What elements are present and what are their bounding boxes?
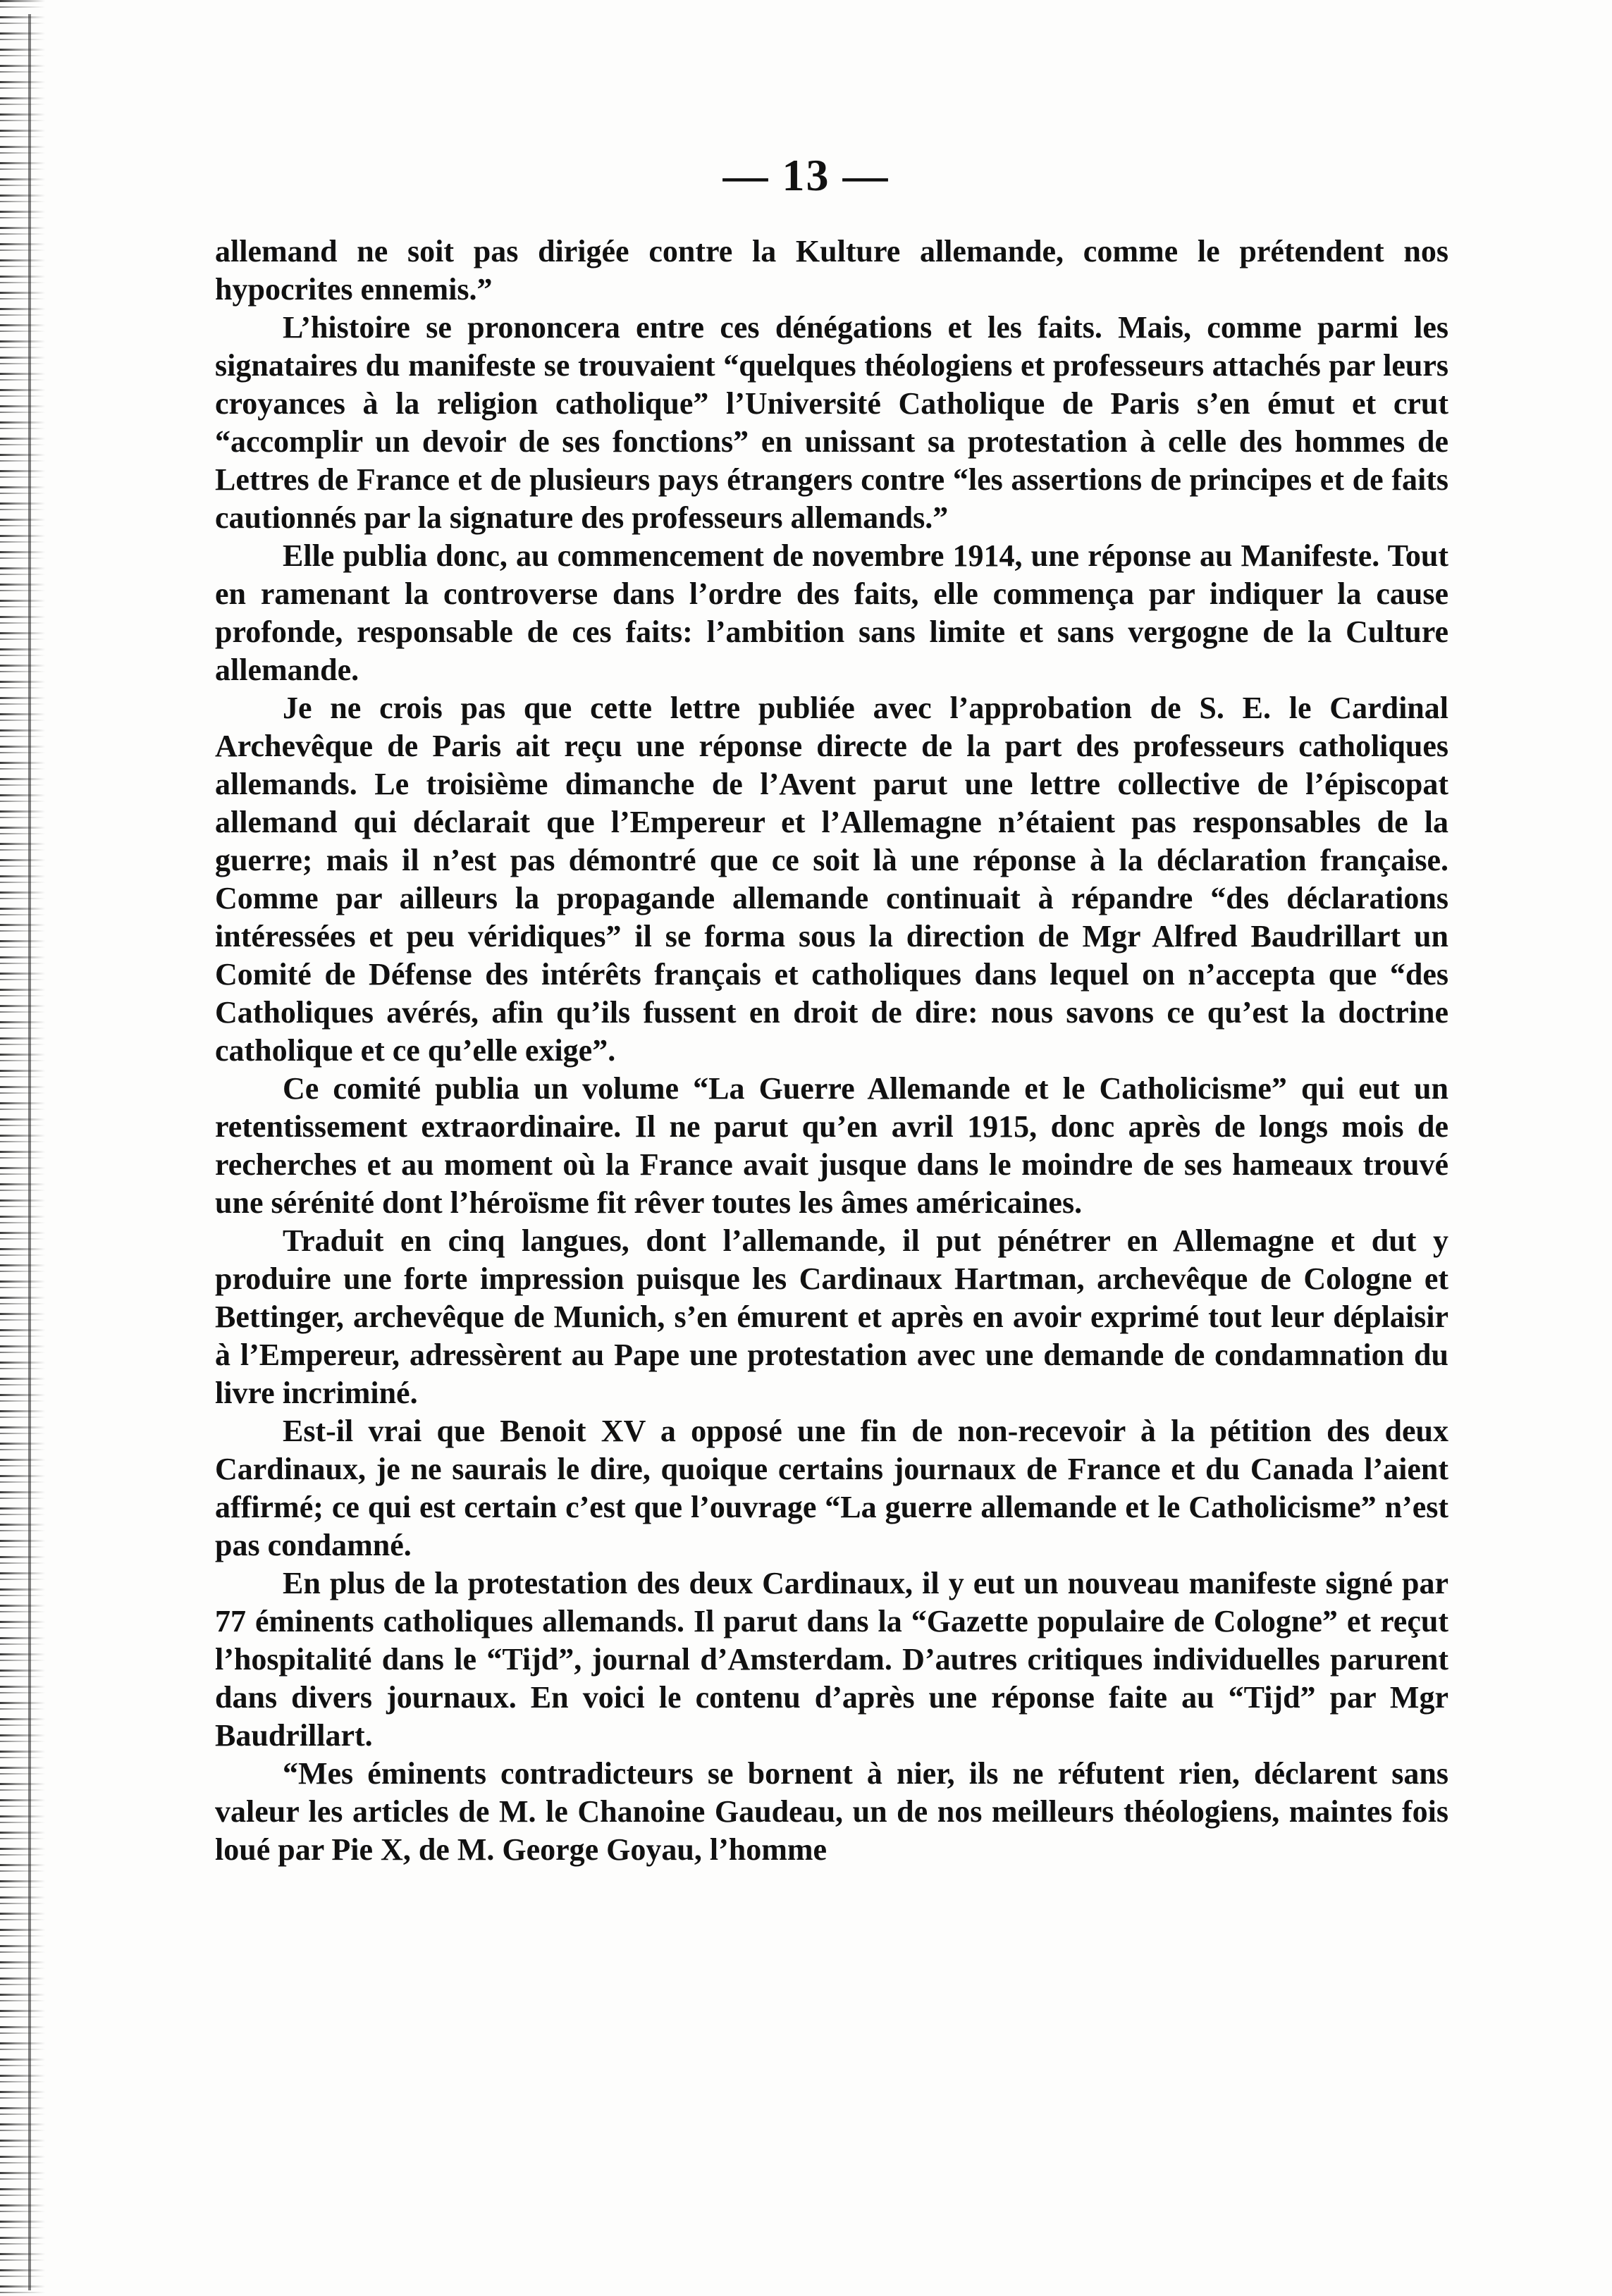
binding-line — [28, 14, 31, 2290]
paragraph: Je ne crois pas que cette lettre publiée avec l’approbation de S. E. le Cardinal Archevêque de Paris ait reçu une réponse directe de la part des professeurs catholiques allemands. Le troisième dimanche de l’Avent parut une lettre collective de l’épiscopat allemand qui déclarait que l’Empereur et l’Allemagne n’étaient pas responsables de la guerre; mais il n’est pas démontré que ce soit là une réponse à la déclaration française. Comme par ailleurs la propagande allemande continuait à répandre “des déclarations intéressées et peu véridiques” il se forma sous la direction de Mgr Alfred Baudrillart un Comité de Défense des intérêts français et catholiques dans lequel on n’accepta que “des Catholiques avérés, afin qu’ils fussent en droit de dire: nous savons ce qu’est la doctrine catholique et ce qu’elle exige”. — [215, 691, 1448, 1068]
paragraph: L’histoire se prononcera entre ces dénégations et les faits. Mais, comme parmi les signataires du manifeste se trouvaient “quelques théologiens et professeurs attachés par leurs croyances à la religion catholique” l’Université Catholique de Paris s’en émut et crut “accomplir un devoir de ses fonctions” en unissant sa protestation à celle des hommes de Lettres de France et de plusieurs pays étrangers contre “les assertions de principes et de faits cautionnés par la signature des professeurs allemands.” — [215, 310, 1448, 535]
binding-shadow — [0, 0, 45, 2296]
paragraph: “Mes éminents contradicteurs se bornent à nier, ils ne réfutent rien, déclarent sans valeur les articles de M. le Chanoine Gaudeau, un de nos meilleurs théologiens, maintes fois loué par Pie X, de M. George Goyau, l’homme — [215, 1756, 1448, 1867]
paragraph: allemand ne soit pas dirigée contre la Kulture allemande, comme le prétendent nos hypocrites ennemis.” — [215, 234, 1448, 307]
body-text — [215, 233, 1448, 1869]
paragraph: Ce comité publia un volume “La Guerre Allemande et le Catholicisme” qui eut un retentissement extraordinaire. Il ne parut qu’en avril 1915, donc après de longs mois de recherches et au moment où la France avait jusque dans le moindre de ses hameaux trouvé une sérénité dont l’héroïsme fit rêver toutes les âmes américaines. — [215, 1071, 1448, 1220]
paragraph: Traduit en cinq langues, dont l’allemande, il put pénétrer en Allemagne et dut y produire une forte impression puisque les Cardinaux Hartman, archevêque de Cologne et Bettinger, archevêque de Munich, s’en émurent et après en avoir exprimé tout leur déplaisir à l’Empereur, adressèrent au Pape une protestation avec une demande de condamnation du livre incriminé. — [215, 1223, 1448, 1410]
page-number: — 13 — — [722, 150, 890, 200]
paragraph: Est-il vrai que Benoit XV a opposé une fin de non-recevoir à la pétition des deux Cardinaux, je ne saurais le dire, quoique certains journaux de France et du Canada l’aient affirmé; ce qui est certain c’est que l’ouvrage “La guerre allemande et le Catholicisme” n’est pas condamné. — [215, 1414, 1448, 1562]
paragraph: En plus de la protestation des deux Cardinaux, il y eut un nouveau manifeste signé par 77 éminents catholiques allemands. Il parut dans la “Gazette populaire de Cologne” et reçut l’hospitalité dans le “Tijd”, journal d’Amsterdam. D’autres critiques individuelles parurent dans divers journaux. En voici le contenu d’après une réponse faite au “Tijd” par Mgr Baudrillart. — [215, 1566, 1448, 1753]
paragraph: Elle publia donc, au commencement de novembre 1914, une réponse au Manifeste. Tout en ramenant la controverse dans l’ordre des faits, elle commença par indiquer la cause profonde, responsable de ces faits: l’ambition sans limite et sans vergogne de la Culture allemande. — [215, 538, 1448, 687]
